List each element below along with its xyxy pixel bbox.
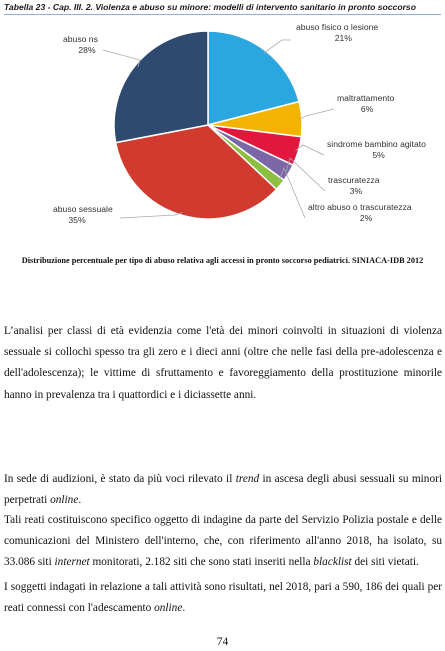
slice-value-sindrome-bambino-agitato: 5% [372, 150, 385, 160]
text-run: In sede di audizioni, è stato da più voci rilevato il [4, 473, 236, 485]
leader-line-abuso-fisico-o-lesione [264, 40, 291, 53]
leader-line-abuso-ns [103, 50, 140, 67]
paragraph-online-trend [4, 469, 442, 511]
text-run: dei siti vietati. [351, 556, 419, 569]
text-run: I soggetti indagati in relazione a tali attività sono risultati, nel 2018, pari a 590, 186 dei quali per reati connessi con l'adescamento [4, 581, 442, 615]
slice-value-abuso-fisico-o-lesione: 21% [334, 33, 352, 43]
slice-label-abuso-ns: abuso ns [63, 34, 98, 44]
italic-term: blacklist [313, 556, 352, 569]
slice-value-trascuratezza: 3% [349, 186, 363, 196]
italic-term: online [50, 494, 79, 507]
slice-value-altro-abuso-o-trascuratezza: 2% [359, 213, 373, 223]
slice-abuso-ns [114, 31, 208, 143]
text-run: L’analisi per classi di età evidenzia come l'età dei minori coinvolti in situazioni di violenza sessuale si collochi spesso tra gli zero e i dieci anni (oltre che nelle fasi della pre-adolescenza e dell'adolescenza); le vittime di sfruttamento e favoreggiamento della prostituzione minorile hanno in prevalenza tra i quattordici e i diciassette anni. [4, 325, 442, 401]
table-title: Tabella 23 - Cap. III. 2. Violenza e abuso su minore: modelli di intervento sanitario in pronto soccorso [4, 2, 416, 12]
paragraph-age-analysis [4, 321, 442, 406]
slice-value-maltrattamento: 6% [360, 104, 374, 114]
text-run: monitorati, 2.182 siti che sono stati inseriti nella [89, 556, 314, 569]
slice-label-abuso-fisico-o-lesione: abuso fisico o lesione [296, 22, 379, 32]
pie-chart [0, 18, 445, 240]
text-run: . [78, 494, 82, 507]
paragraph-suspects [4, 577, 442, 619]
leader-line-maltrattamento [299, 109, 334, 119]
slice-label-sindrome-bambino-agitato: sindrome bambino agitato [327, 139, 426, 149]
text-run: in ascesa degli abusi sessuali su minori perpetrati [4, 473, 442, 507]
leader-line-abuso-sessuale [120, 212, 183, 218]
slice-label-trascuratezza: trascuratezza [328, 175, 380, 185]
italic-term: trend [235, 473, 260, 485]
slice-label-maltrattamento: maltrattamento [337, 93, 395, 103]
text-run: Tali reati costituiscono specifico oggetto di indagine da parte del Servizio Polizia postale e delle comunicazioni del Ministero dell'interno, che, con riferimento all'anno 2018, ha isolato, su 33.086 siti [4, 514, 442, 569]
slice-value-abuso-ns: 28% [78, 45, 96, 55]
slice-label-abuso-sessuale: abuso sessuale [53, 204, 113, 214]
title-rule [4, 14, 441, 15]
page-number: 74 [216, 636, 229, 648]
slice-value-abuso-sessuale: 35% [68, 215, 86, 225]
slice-label-altro-abuso-o-trascuratezza: altro abuso o trascuratezza [308, 202, 412, 212]
paragraph-postal-police [4, 510, 442, 574]
italic-term: internet [54, 556, 90, 569]
chart-caption: Distribuzione percentuale per tipo di abuso relativa agli accessi in pronto soccorso pediatrici. SINIACA-IDB 2012 [21, 256, 424, 265]
italic-term: online [154, 602, 183, 615]
text-run: . [182, 602, 186, 615]
